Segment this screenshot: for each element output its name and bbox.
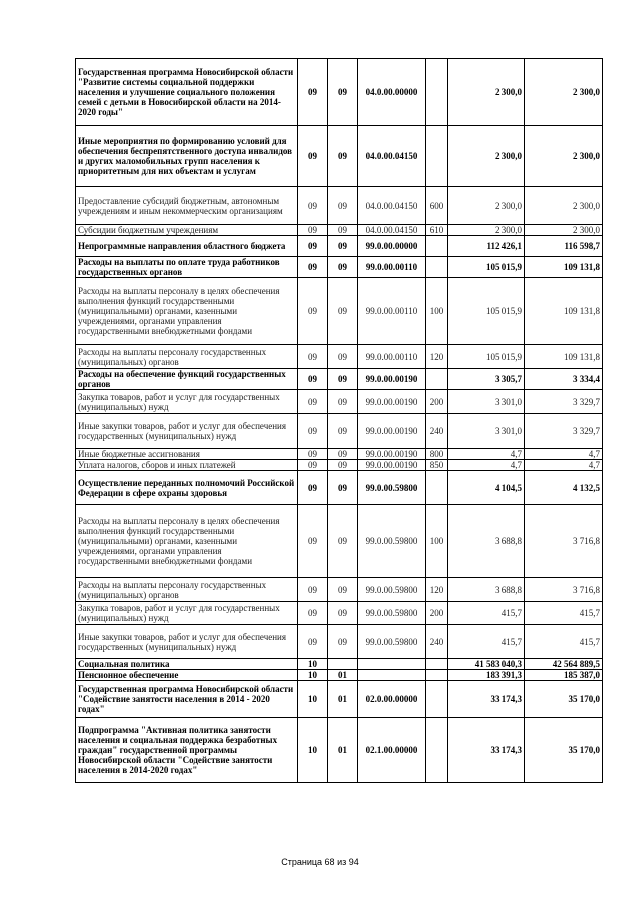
cell-pr: 09	[328, 225, 358, 236]
cell-y2: 4,7	[525, 460, 603, 471]
budget-table	[75, 58, 603, 783]
cell-vr	[426, 718, 448, 783]
cell-y1: 415,7	[448, 625, 525, 659]
cell-y2: 415,7	[525, 625, 603, 659]
cell-vr: 240	[426, 414, 448, 449]
cell-vr	[426, 659, 448, 670]
cell-rz: 09	[298, 257, 328, 278]
cell-y1: 183 391,3	[448, 670, 525, 681]
cell-name: Предоставление субсидий бюджетным, автономным учреждениям и иным некоммерческим организациям	[76, 187, 298, 225]
table-row	[76, 659, 603, 670]
table-row	[76, 390, 603, 414]
cell-rz: 09	[298, 345, 328, 369]
cell-name: Иные закупки товаров, работ и услуг для обеспечения государственных (муниципальных) нужд	[76, 625, 298, 659]
cell-y1: 105 015,9	[448, 278, 525, 345]
cell-y1: 3 688,8	[448, 578, 525, 602]
cell-name: Субсидии бюджетным учреждениям	[76, 225, 298, 236]
cell-name: Иные бюджетные ассигнования	[76, 449, 298, 460]
cell-y1: 2 300,0	[448, 126, 525, 187]
cell-rz: 10	[298, 670, 328, 681]
cell-name: Расходы на выплаты персоналу государственных (муниципальных) органов	[76, 578, 298, 602]
cell-csr: 04.0.00.04150	[358, 187, 426, 225]
cell-y2: 109 131,8	[525, 257, 603, 278]
cell-y1: 105 015,9	[448, 345, 525, 369]
cell-vr: 600	[426, 187, 448, 225]
cell-y2: 3 329,7	[525, 414, 603, 449]
cell-csr: 04.0.00.00000	[358, 59, 426, 126]
cell-y2: 116 598,7	[525, 236, 603, 257]
cell-vr: 200	[426, 390, 448, 414]
table-row	[76, 505, 603, 578]
cell-y2: 4 132,5	[525, 471, 603, 505]
cell-csr: 99.0.00.00190	[358, 449, 426, 460]
cell-rz: 09	[298, 625, 328, 659]
cell-rz: 10	[298, 718, 328, 783]
table-row	[76, 257, 603, 278]
table-row	[76, 670, 603, 681]
cell-y1: 2 300,0	[448, 225, 525, 236]
cell-rz: 09	[298, 390, 328, 414]
cell-rz: 09	[298, 471, 328, 505]
cell-pr	[328, 659, 358, 670]
cell-csr: 99.0.00.00190	[358, 460, 426, 471]
cell-name: Расходы на выплаты персоналу в целях обеспечения выполнения функций государственными (муниципальными) органами, казенными учреждениями, органами управления государственными внебюджетными фондами	[76, 278, 298, 345]
cell-name: Закупка товаров, работ и услуг для государственных (муниципальных) нужд	[76, 602, 298, 625]
cell-pr: 09	[328, 578, 358, 602]
cell-vr	[426, 670, 448, 681]
cell-y1: 105 015,9	[448, 257, 525, 278]
cell-rz: 09	[298, 449, 328, 460]
cell-rz: 09	[298, 187, 328, 225]
cell-rz: 09	[298, 578, 328, 602]
cell-y2: 4,7	[525, 449, 603, 460]
budget-table-body	[76, 59, 603, 783]
table-row	[76, 225, 603, 236]
cell-y2: 109 131,8	[525, 278, 603, 345]
cell-vr: 240	[426, 625, 448, 659]
cell-y1: 4 104,5	[448, 471, 525, 505]
cell-pr: 01	[328, 681, 358, 718]
cell-rz: 09	[298, 460, 328, 471]
cell-name: Расходы на обеспечение функций государственных органов	[76, 369, 298, 390]
cell-pr: 09	[328, 449, 358, 460]
cell-y1: 2 300,0	[448, 187, 525, 225]
cell-rz: 09	[298, 369, 328, 390]
cell-rz: 10	[298, 681, 328, 718]
cell-csr: 04.0.00.04150	[358, 225, 426, 236]
cell-name: Осуществление переданных полномочий Российской Федерации в сфере охраны здоровья	[76, 471, 298, 505]
cell-csr: 04.0.00.04150	[358, 126, 426, 187]
cell-y1: 3 301,0	[448, 390, 525, 414]
cell-y2: 185 387,0	[525, 670, 603, 681]
cell-vr	[426, 59, 448, 126]
cell-vr	[426, 369, 448, 390]
cell-y1: 33 174,3	[448, 718, 525, 783]
cell-y1: 3 305,7	[448, 369, 525, 390]
cell-csr: 99.0.00.00110	[358, 278, 426, 345]
cell-rz: 09	[298, 602, 328, 625]
cell-pr: 09	[328, 236, 358, 257]
table-row	[76, 681, 603, 718]
cell-y2: 42 564 889,5	[525, 659, 603, 670]
cell-pr: 09	[328, 187, 358, 225]
cell-y1: 415,7	[448, 602, 525, 625]
cell-y2: 2 300,0	[525, 59, 603, 126]
table-row	[76, 471, 603, 505]
cell-vr: 100	[426, 505, 448, 578]
cell-pr: 01	[328, 718, 358, 783]
cell-rz: 09	[298, 414, 328, 449]
cell-vr	[426, 471, 448, 505]
table-row	[76, 414, 603, 449]
cell-pr: 09	[328, 602, 358, 625]
cell-y1: 3 301,0	[448, 414, 525, 449]
cell-csr: 99.0.00.59800	[358, 578, 426, 602]
cell-y2: 109 131,8	[525, 345, 603, 369]
cell-y2: 2 300,0	[525, 126, 603, 187]
cell-name: Непрограммные направления областного бюджета	[76, 236, 298, 257]
table-row	[76, 625, 603, 659]
cell-y1: 2 300,0	[448, 59, 525, 126]
table-row	[76, 602, 603, 625]
cell-vr: 800	[426, 449, 448, 460]
cell-y1: 112 426,1	[448, 236, 525, 257]
cell-rz: 09	[298, 126, 328, 187]
cell-csr: 99.0.00.59800	[358, 505, 426, 578]
cell-vr: 610	[426, 225, 448, 236]
cell-y1: 4,7	[448, 460, 525, 471]
cell-pr: 09	[328, 505, 358, 578]
cell-csr: 99.0.00.00190	[358, 390, 426, 414]
cell-pr: 09	[328, 625, 358, 659]
cell-pr: 09	[328, 414, 358, 449]
cell-csr: 02.0.00.00000	[358, 681, 426, 718]
cell-csr: 99.0.00.00190	[358, 414, 426, 449]
cell-csr	[358, 670, 426, 681]
cell-y2: 3 329,7	[525, 390, 603, 414]
cell-name: Пенсионное обеспечение	[76, 670, 298, 681]
table-row	[76, 278, 603, 345]
cell-rz: 09	[298, 505, 328, 578]
cell-csr: 99.0.00.00000	[358, 236, 426, 257]
cell-vr	[426, 126, 448, 187]
cell-csr: 99.0.00.59800	[358, 625, 426, 659]
cell-rz: 09	[298, 236, 328, 257]
cell-y1: 4,7	[448, 449, 525, 460]
table-row	[76, 718, 603, 783]
cell-csr: 99.0.00.00190	[358, 369, 426, 390]
table-row	[76, 578, 603, 602]
cell-csr: 99.0.00.59800	[358, 471, 426, 505]
cell-pr: 01	[328, 670, 358, 681]
cell-csr	[358, 659, 426, 670]
table-row	[76, 449, 603, 460]
cell-y2: 35 170,0	[525, 718, 603, 783]
cell-vr	[426, 257, 448, 278]
cell-name: Расходы на выплаты персоналу государственных (муниципальных) органов	[76, 345, 298, 369]
cell-pr: 09	[328, 59, 358, 126]
cell-vr: 120	[426, 345, 448, 369]
cell-csr: 99.0.00.59800	[358, 602, 426, 625]
cell-vr	[426, 681, 448, 718]
cell-y2: 35 170,0	[525, 681, 603, 718]
cell-name: Расходы на выплаты персоналу в целях обеспечения выполнения функций государственными (муниципальными) органами, казенными учреждениями, органами управления государственными внебюджетными фондами	[76, 505, 298, 578]
cell-vr: 200	[426, 602, 448, 625]
cell-csr: 99.0.00.00110	[358, 345, 426, 369]
cell-name: Государственная программа Новосибирской области "Развитие системы социальной поддержки населения и улучшение социального положения семей с детьми в Новосибирской области на 2014-2020 годы"	[76, 59, 298, 126]
cell-csr: 99.0.00.00110	[358, 257, 426, 278]
cell-y1: 41 583 040,3	[448, 659, 525, 670]
cell-vr: 850	[426, 460, 448, 471]
cell-name: Иные закупки товаров, работ и услуг для обеспечения государственных (муниципальных) нужд	[76, 414, 298, 449]
table-row	[76, 345, 603, 369]
cell-y2: 3 716,8	[525, 578, 603, 602]
cell-pr: 09	[328, 257, 358, 278]
cell-vr	[426, 236, 448, 257]
cell-rz: 09	[298, 59, 328, 126]
table-row	[76, 59, 603, 126]
cell-y2: 2 300,0	[525, 225, 603, 236]
cell-y2: 3 716,8	[525, 505, 603, 578]
cell-rz: 10	[298, 659, 328, 670]
cell-pr: 09	[328, 345, 358, 369]
table-row	[76, 126, 603, 187]
cell-y2: 415,7	[525, 602, 603, 625]
cell-pr: 09	[328, 460, 358, 471]
page-number: Страница 68 из 94	[281, 857, 359, 867]
cell-name: Иные мероприятия по формированию условий для обеспечения беспрепятственного доступа инвалидов и других маломобильных групп населения к приоритетным для них объектам и услугам	[76, 126, 298, 187]
cell-name: Уплата налогов, сборов и иных платежей	[76, 460, 298, 471]
cell-name: Расходы на выплаты по оплате труда работников государственных органов	[76, 257, 298, 278]
cell-name: Закупка товаров, работ и услуг для государственных (муниципальных) нужд	[76, 390, 298, 414]
cell-y2: 3 334,4	[525, 369, 603, 390]
cell-pr: 09	[328, 369, 358, 390]
cell-name: Социальная политика	[76, 659, 298, 670]
cell-y2: 2 300,0	[525, 187, 603, 225]
cell-y1: 3 688,8	[448, 505, 525, 578]
cell-name: Подпрограмма "Активная политика занятости населения и социальная поддержка безработных граждан" государственной программы Новосибирской области "Содействие занятости населения в 2014-2020 годах"	[76, 718, 298, 783]
cell-pr: 09	[328, 390, 358, 414]
table-row	[76, 369, 603, 390]
cell-vr: 120	[426, 578, 448, 602]
cell-rz: 09	[298, 278, 328, 345]
cell-pr: 09	[328, 278, 358, 345]
table-row	[76, 460, 603, 471]
cell-vr: 100	[426, 278, 448, 345]
cell-pr: 09	[328, 126, 358, 187]
cell-y1: 33 174,3	[448, 681, 525, 718]
cell-rz: 09	[298, 225, 328, 236]
cell-csr: 02.1.00.00000	[358, 718, 426, 783]
table-row	[76, 236, 603, 257]
cell-name: Государственная программа Новосибирской области "Содействие занятости населения в 2014 - 2020 годах"	[76, 681, 298, 718]
cell-pr: 09	[328, 471, 358, 505]
table-row	[76, 187, 603, 225]
